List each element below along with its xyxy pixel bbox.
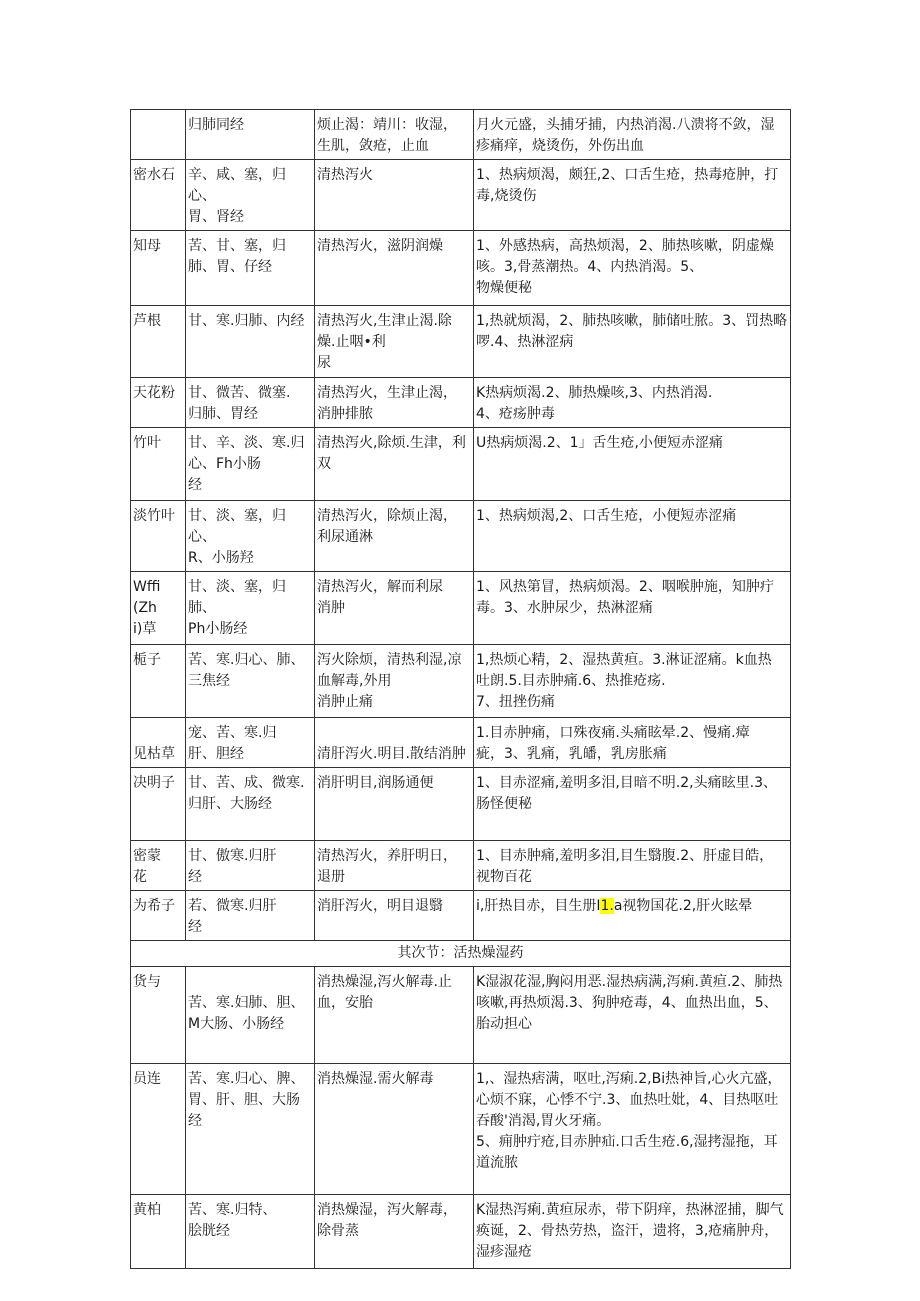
table-row [131,891,791,941]
herb-indications: 1,热就烦渴，2、肺热咳嗽，肺储吐脓。3、罚热略 啰.4、热淋涩病 [474,306,791,378]
herb-functions: 消热燥湿.需火解毒 [315,1064,474,1195]
herb-name: 货与 [131,967,186,1064]
herb-indications: 1,、湿热痞满，呕吐,泻痢.2,Bi热神旨,心火亢盛， 心烦不寐，心悸不宁.3、血热吐妣，4、目热呕吐 吞酸'消渴,胃火牙痛。 5、痈肿疔疮,目赤肿疝.口舌生疮.6,湿拷湿拖，耳 道流脓 [474,1064,791,1195]
herb-indications [474,891,791,941]
herb-functions: 清热泻火 [315,160,474,231]
herb-properties: 苦、寒.妇肺、胆、 M大肠、小肠经 [186,967,315,1064]
herb-properties: 宠、苦、寒.归 肝、胆经 [186,718,315,768]
herb-functions: 消热燥湿，泻火解毒， 除骨蒸 [315,1195,474,1269]
herb-name: Wffi (Zh i)草 [131,572,186,645]
herb-functions: 清热泻火，解而利尿 消肿 [315,572,474,645]
herb-properties: 辛、咸、塞，归心、 胃、肾经 [186,160,315,231]
herb-name: 为希子 [131,891,186,941]
herb-properties: 甘、苦、成、微寒. 归肝、大肠经 [186,768,315,841]
herb-properties: 若、微寒.归肝 经 [186,891,315,941]
table-row [131,1195,791,1269]
herb-indications: 1.目赤肿痛，口殊夜痛.头痛眩晕.2、慢痛.瘴 疵，3、乳痛，乳皤，乳房胀痛 [474,718,791,768]
herb-indications: 1、目赤涩痛,羞明多泪,目暗不明.2,头痛眩里.3、 肠怪便秘 [474,768,791,841]
table-row [131,231,791,306]
herb-functions: 消肝泻火，明目退翳 [315,891,474,941]
herb-functions: 烦止渴：靖川：收湿， 生肌，敛疮，止血 [315,110,474,160]
herb-name: 见枯草 [131,718,186,768]
herb-properties: 甘、傲寒.归肝 经 [186,841,315,891]
herb-indications: 1、热病烦渴,2、口舌生疮，小便短赤涩痛 [474,501,791,572]
herb-functions: 清热泻火,除烦.生津，利 双 [315,428,474,501]
herb-name: 员连 [131,1064,186,1195]
herb-functions: 清肝泻火.明目.散结消肿 [315,718,474,768]
table-row [131,572,791,645]
herb-indications: K湿淑花湿,胸闷用恶.湿热病满,泻痢.黄疸.2、肺热 咳嗽,再热烦渴.3、狗肿疮毒，4、血热出血，5、 胎动担心 [474,967,791,1064]
herb-functions: 泻火除烦，清热利湿,凉 血解毒,外用 消肿止痛 [315,645,474,718]
herb-properties: 甘、微苦、微塞. 归肺、胃经 [186,378,315,428]
table-row [131,378,791,428]
herb-properties: 归肺同经 [186,110,315,160]
herb-indications: U热病烦渴.2、1」舌生疮,小便短赤涩痛 [474,428,791,501]
herb-name: 黄柏 [131,1195,186,1269]
herb-properties: 苦、寒.归心、脾、 胃、肝、胆、大肠 经 [186,1064,315,1195]
herb-properties: 甘、淡、塞，归肺、 Ph小肠经 [186,572,315,645]
herb-properties: 苦、甘、塞，归 肺、胃、仔经 [186,231,315,306]
herb-properties: 甘、辛、淡、寒.归 心、Fh小肠 经 [186,428,315,501]
herb-indications: 月火元盛，头捕牙捕，内热消渴.八溃将不敛，湿 疹痛痒，烧烫伤，外伤出血 [474,110,791,160]
table-row [131,967,791,1064]
table-row [131,501,791,572]
herb-indications: 1、外感热病，高热烦渴，2、肺热咳嗽，阴虚燥 咳。3,骨蒸潮热。4、内热消渴。5、 物燥便秘 [474,231,791,306]
indications-text: a视物国花.2,肝火眩晕 [613,898,753,914]
table-row [131,1064,791,1195]
herb-indications: K热病烦渴.2、肺热燥咳,3、内热消渴. 4、疮疡肿毒 [474,378,791,428]
herb-name [131,110,186,160]
table-row [131,110,791,160]
table-row [131,428,791,501]
table-row [131,718,791,768]
herb-properties: 甘、淡、塞，归心、 R、小肠羟 [186,501,315,572]
table-row [131,160,791,231]
table-row [131,768,791,841]
herb-properties: 苦、寒.归心、肺、 三焦经 [186,645,315,718]
indications-text: i,肝热目赤，目生册I [476,898,601,914]
table-row [131,645,791,718]
herb-table [130,109,791,1269]
table-row [131,841,791,891]
herb-name: 知母 [131,231,186,306]
herb-indications: 1、风热第冒，热病烦渴。2、咽喉肿施，知肿疔 毒。3、水肿尿少，热淋涩痛 [474,572,791,645]
herb-name: 天花粉 [131,378,186,428]
herb-functions: 清热泻火，养肝明日， 退册 [315,841,474,891]
herb-functions: 清热泻火,生津止渴.除 燥.止咽•利 尿 [315,306,474,378]
table-row [131,306,791,378]
highlighted-text: 1. [600,898,614,914]
herb-indications: 1、目赤肿痛,羞明多泪,目生翳腹.2、肝虚目皓， 视物百花 [474,841,791,891]
herb-name: 淡竹叶 [131,501,186,572]
herb-indications: 1、热病烦渴，颇狂,2、口舌生疮，热毒疮肿，打 毒,烧烫伤 [474,160,791,231]
herb-name: 芦根 [131,306,186,378]
herb-indications: K湿热泻痢.黄疸尿赤，带下阴痒，热淋涩捕，脚气 痪诞，2、骨热劳热，盗汗，遗将，3,疮痛肿舟， 湿疹湿疮 [474,1195,791,1269]
section-title: 其次节：活热燥湿药 [131,941,791,967]
herb-name: 竹叶 [131,428,186,501]
herb-functions: 清热泻火，滋阴润燥 [315,231,474,306]
herb-functions: 消肝明目,润肠通便 [315,768,474,841]
herb-functions: 消热燥湿,泻火解毒.止 血，安胎 [315,967,474,1064]
herb-name: 栀子 [131,645,186,718]
herb-properties: 苦、寒.归特、 脍胱经 [186,1195,315,1269]
herb-properties: 甘、寒.归肺、内经 [186,306,315,378]
herb-indications: 1,热烦心精，2、湿热黄疸。3.淋证涩痛。k血热 吐朗.5.目赤肿痛.6、热推疮疡. 7、扭挫伤痛 [474,645,791,718]
herb-name: 密水石 [131,160,186,231]
herb-functions: 清热泻火，生津止渴， 消肿排脓 [315,378,474,428]
herb-name: 密蒙 花 [131,841,186,891]
herb-functions: 清热泻火，除烦止渴， 利尿通淋 [315,501,474,572]
section-header-row [131,941,791,967]
herb-name: 决明子 [131,768,186,841]
